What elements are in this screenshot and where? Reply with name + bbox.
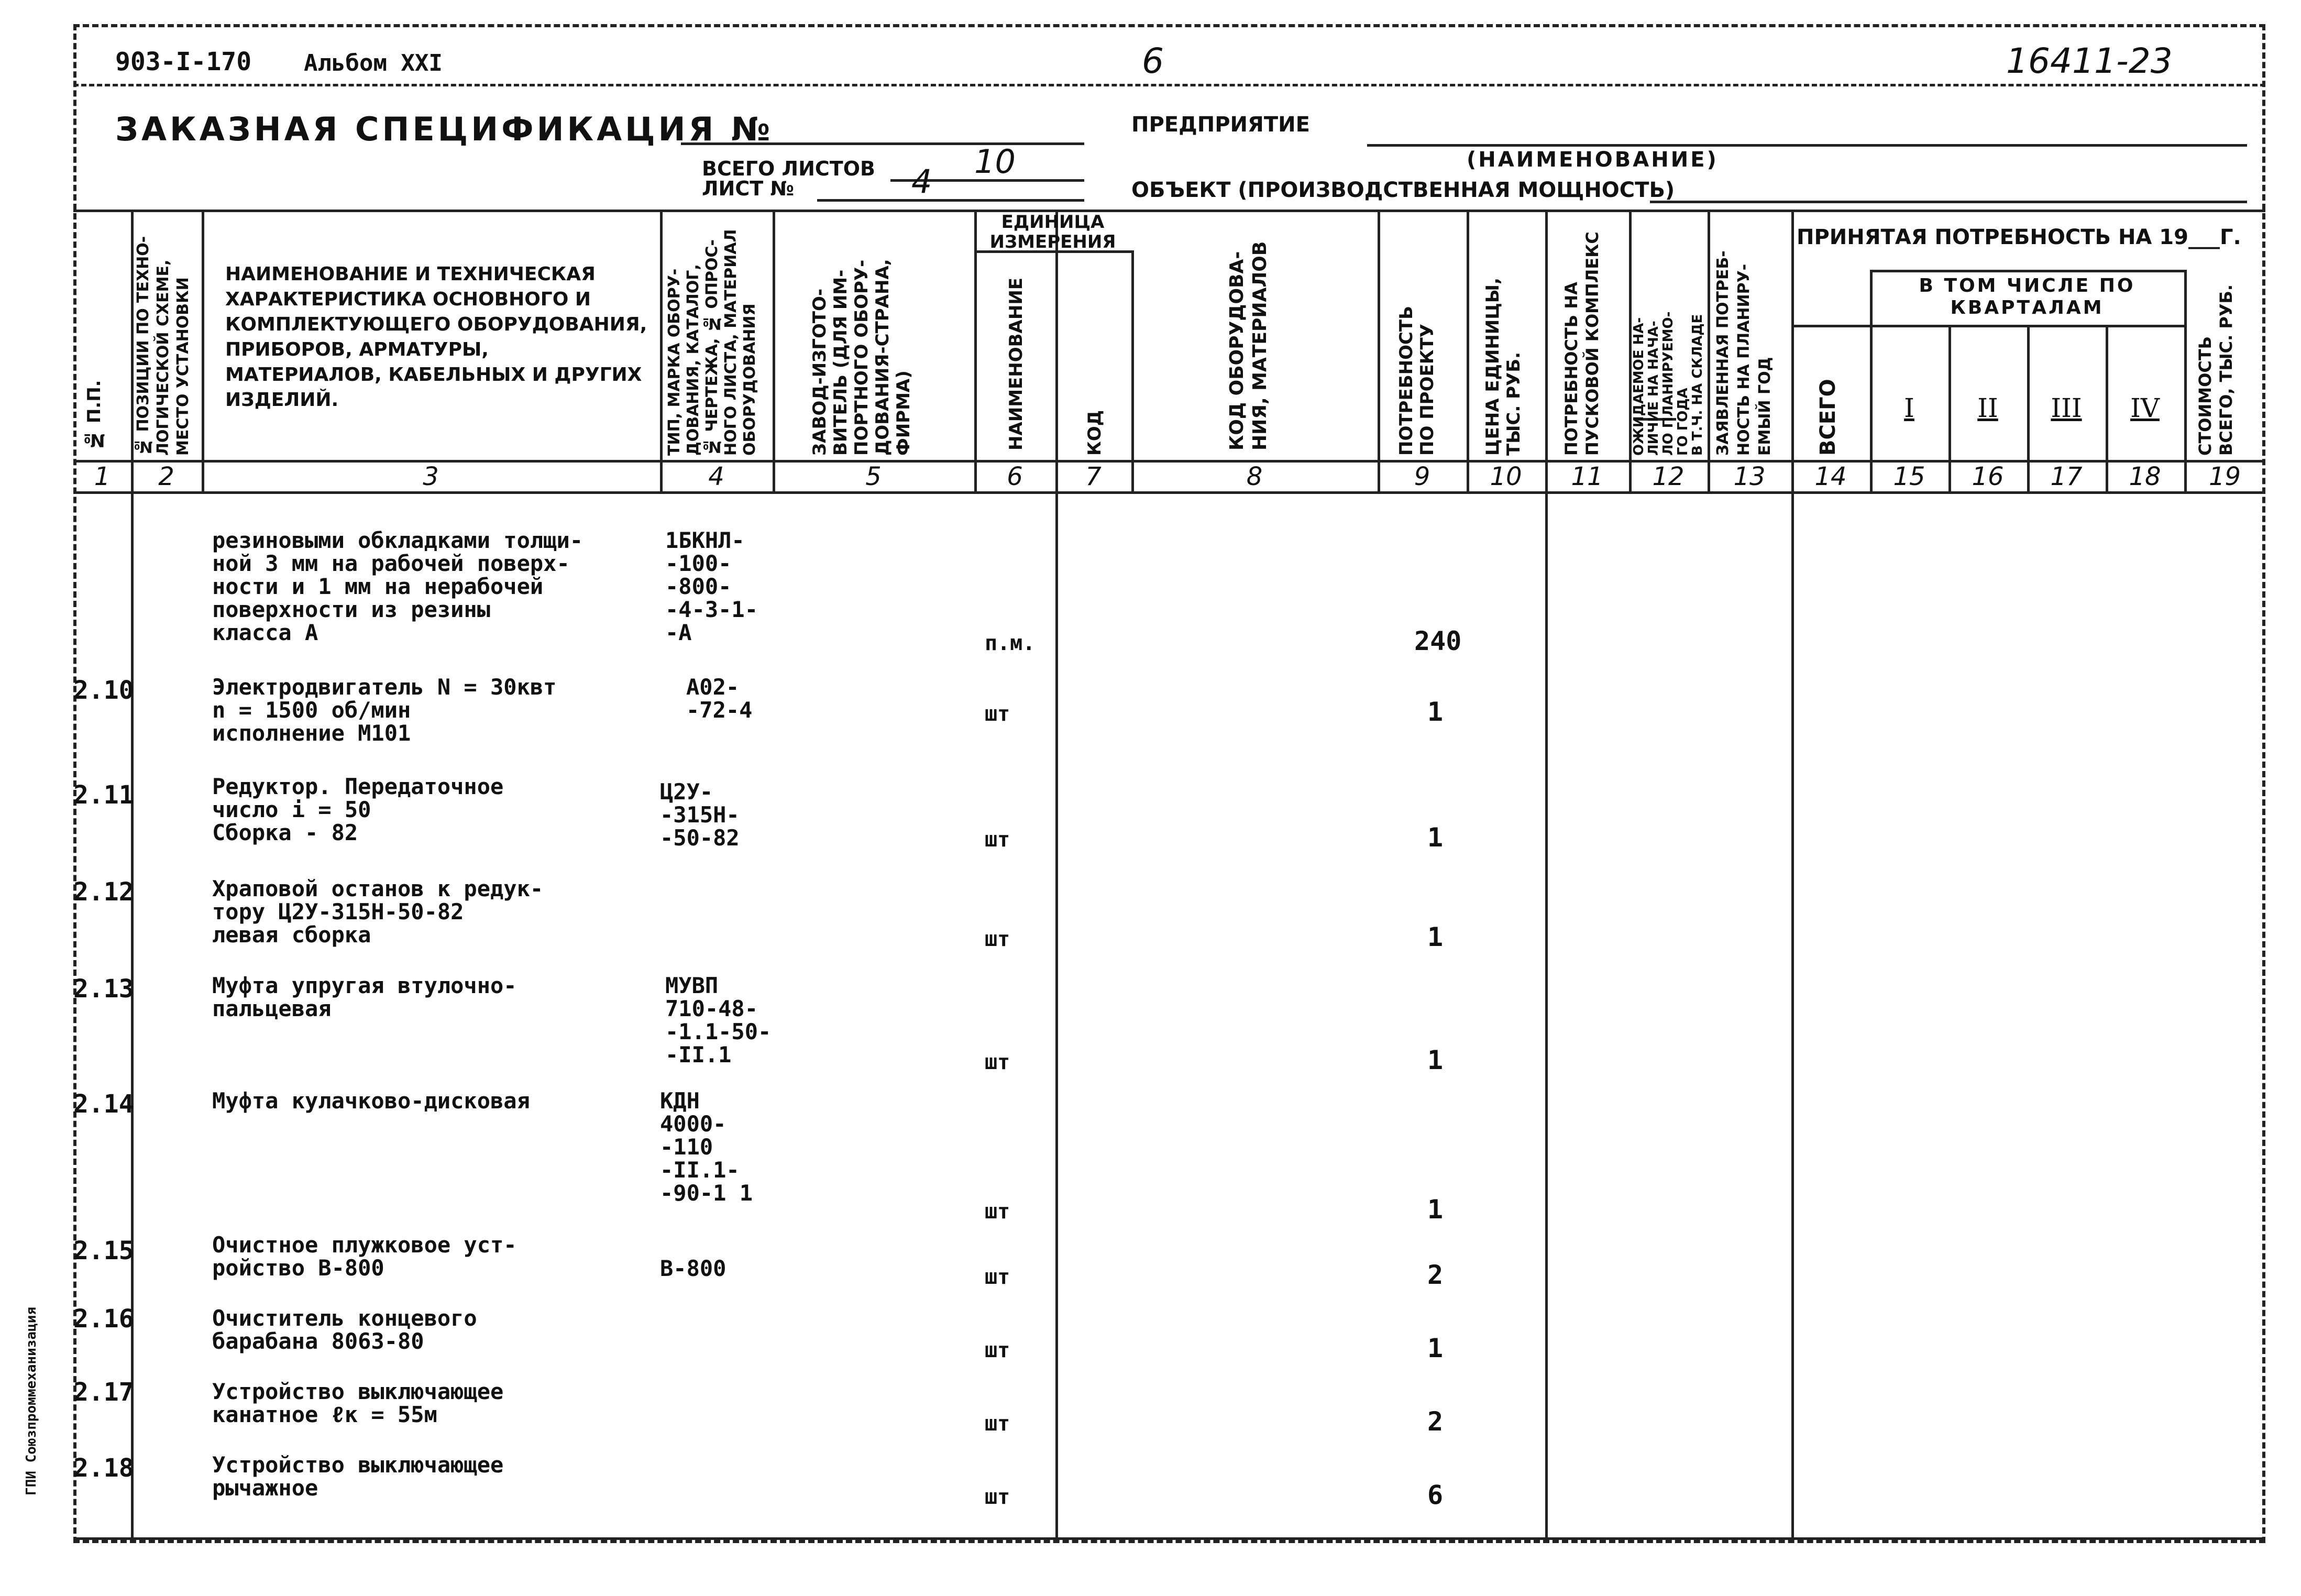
row-position: 2.14 <box>73 1089 134 1119</box>
enterprise-label: ПРЕДПРИЯТИЕ <box>1131 113 1310 137</box>
row-description: Очистное плужковое уст- ройство В-800 <box>212 1232 517 1281</box>
quarters-group-header: В ТОМ ЧИСЛЕ ПО КВАРТАЛАМ <box>1919 275 2135 318</box>
row-unit: шт <box>985 1412 1010 1436</box>
row-description: Муфта упругая втулочно- пальцевая <box>212 973 517 1021</box>
object-label: ОБЪЕКТ (ПРОИЗВОДСТВЕННАЯ МОЩНОСТЬ) <box>1131 178 1675 202</box>
sheet-label: ЛИСТ № <box>702 177 795 200</box>
col-number: 14 <box>1814 462 1847 491</box>
row-position: 2.12 <box>73 877 134 907</box>
col-number: 3 <box>423 462 439 491</box>
row-quantity: 1 <box>1427 1045 1444 1075</box>
row-type-mark: В-800 <box>660 1256 726 1281</box>
col-header-2: № ПОЗИЦИИ ПО ТЕХНО- ЛОГИЧЕСКОЙ СХЕМЕ, МЕСТО УСТАНОВКИ <box>134 236 192 456</box>
col-header-4: ТИП, МАРКА ОБОРУ- ДОВАНИЯ, КАТАЛОГ, № ЧЕРТЕЖА, № ОПРОС- НОГО ЛИСТА, МАТЕРИАЛ ОБОРУДОВАНИЯ <box>665 229 759 456</box>
doc-code: 903-I-170 <box>115 47 252 76</box>
row-unit: шт <box>985 702 1010 726</box>
row-position: 2.15 <box>73 1236 134 1265</box>
row-position: 2.13 <box>73 974 134 1004</box>
col-number: 10 <box>1490 462 1522 491</box>
col-number: 8 <box>1246 462 1263 491</box>
col-header-19: СТОИМОСТЬ ВСЕГО, ТЫС. РУБ. <box>2195 284 2236 456</box>
page-number: 6 <box>1142 41 1164 81</box>
col-number: 13 <box>1733 462 1766 491</box>
col-header-9: ПОТРЕБНОСТЬ ПО ПРОЕКТУ <box>1396 305 1438 456</box>
row-unit: шт <box>985 1338 1010 1362</box>
row-description: Устройство выключающее рычажное <box>212 1452 504 1501</box>
row-position: 2.18 <box>73 1454 134 1483</box>
col-number: 5 <box>865 462 882 491</box>
table-top-rule <box>73 210 2265 212</box>
row-description: Очиститель концевого барабана 8063-80 <box>212 1305 477 1354</box>
row-position: 2.11 <box>73 780 134 810</box>
row-quantity: 240 <box>1414 626 1462 656</box>
row-quantity: 1 <box>1427 822 1444 853</box>
col-header-7: КОД <box>1084 410 1105 456</box>
col-header-6: НАИМЕНОВАНИЕ <box>1006 277 1027 450</box>
col-number: 9 <box>1414 462 1430 491</box>
unit-group-header: ЕДИНИЦА ИЗМЕРЕНИЯ <box>989 212 1116 252</box>
total-sheets-label: ВСЕГО ЛИСТОВ <box>702 157 875 180</box>
col-header-11: ПОТРЕБНОСТЬ НА ПУСКОВОЙ КОМПЛЕКС <box>1561 232 1602 456</box>
accepted-group-header: ПРИНЯТАЯ ПОТРЕБНОСТЬ НА 19___Г. <box>1797 225 2241 249</box>
col-header-1: № П.П. <box>84 380 105 450</box>
row-position: 2.17 <box>73 1378 134 1407</box>
row-type-mark: А02- -72-4 <box>686 674 753 723</box>
col-header-8: КОД ОБОРУДОВА- НИЯ, МАТЕРИАЛОВ <box>1226 241 1271 450</box>
quarter-4-header: IV <box>2130 393 2160 423</box>
row-description: Устройство выключающее канатное ℓк = 55м <box>212 1379 504 1427</box>
row-type-mark: 1БКНЛ- -100- -800- -4-3-1- -А <box>665 527 758 645</box>
row-quantity: 6 <box>1427 1480 1444 1510</box>
col-header-5: ЗАВОД-ИЗГОТО- ВИТЕЛЬ (ДЛЯ ИМ- ПОРТНОГО ОБОРУ- ДОВАНИЯ-СТРАНА, ФИРМА) <box>809 259 914 456</box>
row-quantity: 2 <box>1427 1260 1444 1290</box>
row-description: Электродвигатель N = 30квт n = 1500 об/мин исполнение М101 <box>212 674 557 746</box>
row-type-mark: КДН 4000- -110 -II.1- -90-1 1 <box>660 1088 753 1206</box>
document-number: 16411-23 <box>2006 41 2173 81</box>
col-number: 16 <box>1972 462 2004 491</box>
col-header-14: ВСЕГО <box>1816 379 1840 456</box>
col-header-12: ОЖИДАЕМОЕ НА- ЛИЧИЕ НА НАЧА- ЛО ПЛАНИРУЕМО- ГО ГОДА В Т.Ч. НА СКЛАДЕ <box>1631 311 1705 456</box>
col-number: 11 <box>1571 462 1603 491</box>
row-unit: п.м. <box>985 631 1036 655</box>
side-stamp: ГПИ Союзпроммеханизация <box>24 1306 39 1496</box>
row-unit: шт <box>985 927 1010 951</box>
row-description: Муфта кулачково-дисковая <box>212 1088 530 1114</box>
col-header-10: ЦЕНА ЕДИНИЦЫ, ТЫС. РУБ. <box>1482 278 1524 456</box>
col-number: 7 <box>1085 462 1102 491</box>
col-number: 1 <box>94 462 111 491</box>
row-position: 2.10 <box>73 676 134 705</box>
col-header-3: НАИМЕНОВАНИЕ И ТЕХНИЧЕСКАЯ ХАРАКТЕРИСТИКА ОСНОВНОГО И КОМПЛЕКТУЮЩЕГО ОБОРУДОВАНИЯ, ПРИБОРОВ, АРМАТУРЫ, МАТЕРИАЛОВ, КАБЕЛЬНЫХ И ДРУГИХ ИЗДЕЛИЙ. <box>225 263 647 411</box>
row-quantity: 1 <box>1427 1194 1444 1225</box>
col-number: 15 <box>1893 462 1925 491</box>
row-unit: шт <box>985 1485 1010 1509</box>
row-quantity: 1 <box>1427 697 1444 727</box>
row-unit: шт <box>985 1265 1010 1289</box>
row-quantity: 2 <box>1427 1406 1444 1437</box>
row-description: резиновыми обкладками толщи- ной 3 мм на рабочей поверх- ности и 1 мм на нерабочей поверхности из резины класса А <box>212 527 583 645</box>
album-label: Альбом XXI <box>304 50 443 76</box>
col-number: 2 <box>158 462 174 491</box>
col-number: 4 <box>708 462 724 491</box>
col-number: 17 <box>2050 462 2083 491</box>
row-type-mark: Ц2У- -315Н- -50-82 <box>660 779 740 851</box>
row-description: Редуктор. Передаточное число i = 50 Сборка - 82 <box>212 774 504 845</box>
col-number: 12 <box>1652 462 1685 491</box>
col-number: 18 <box>2129 462 2161 491</box>
row-position: 2.16 <box>73 1304 134 1334</box>
quarter-1-header: I <box>1904 393 1914 423</box>
col-number: 19 <box>2208 462 2241 491</box>
row-unit: шт <box>985 1050 1010 1074</box>
row-unit: шт <box>985 828 1010 852</box>
name-caption: (НАИМЕНОВАНИЕ) <box>1467 148 1719 172</box>
row-unit: шт <box>985 1199 1010 1224</box>
quarter-3-header: III <box>2051 393 2082 423</box>
spec-title: ЗАКАЗНАЯ СПЕЦИФИКАЦИЯ № <box>115 110 774 148</box>
row-type-mark: МУВП 710-48- -1.1-50- -II.1 <box>665 973 772 1067</box>
row-description: Храповой останов к редук- тору Ц2У-315Н-50-82 левая сборка <box>212 876 544 948</box>
sheet-value: 4 <box>911 162 932 201</box>
col-header-13: ЗАЯВЛЕННАЯ ПОТРЕБ- НОСТЬ НА ПЛАНИРУ- ЕМЫЙ ГОД <box>1714 250 1774 456</box>
quarter-2-header: II <box>1977 393 1998 423</box>
col-number: 6 <box>1007 462 1023 491</box>
row-quantity: 1 <box>1427 1333 1444 1363</box>
row-quantity: 1 <box>1427 922 1444 952</box>
total-sheets-value: 10 <box>974 142 1016 181</box>
